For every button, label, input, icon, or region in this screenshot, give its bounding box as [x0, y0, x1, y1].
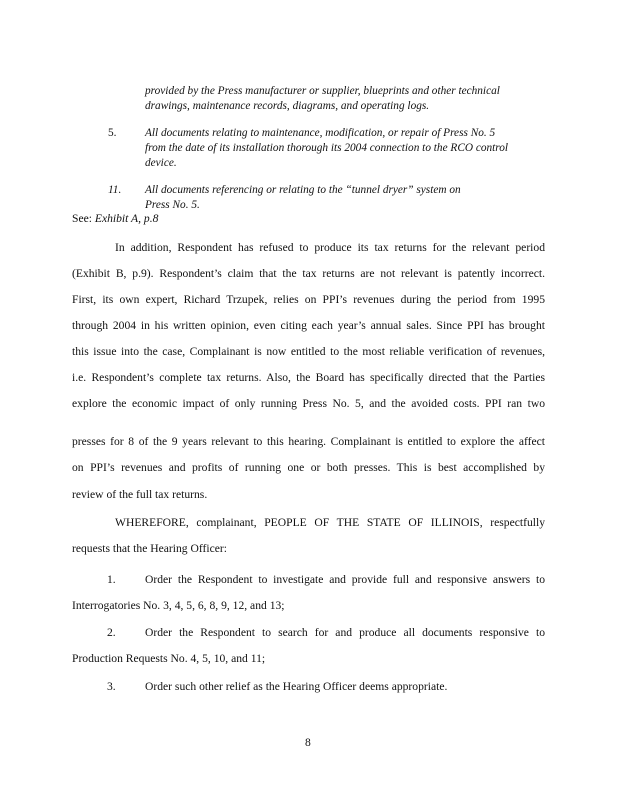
item-5-line-2: from the date of its installation thorough its 2004 connection to the RCO control	[145, 142, 509, 154]
item-11-line-1: All documents referencing or relating to the “tunnel dryer” system on	[145, 184, 461, 196]
request-1-line-2: Interrogatories No. 3, 4, 5, 6, 8, 9, 12, and 13;	[72, 599, 285, 612]
quote-continuation-line-1: provided by the Press manufacturer or supplier, blueprints and other technical	[145, 85, 500, 97]
paragraph-1-line-3: First, its own expert, Richard Trzupek, relies on PPI’s revenues during the period from 1995	[72, 293, 545, 306]
item-5-line-3: device.	[145, 157, 177, 169]
paragraph-1-line-4: through 2004 in his written opinion, even citing each year’s annual sales. Since PPI has brought	[72, 319, 545, 332]
page-number: 8	[305, 736, 311, 749]
wherefore-line-2: requests that the Hearing Officer:	[72, 542, 227, 555]
item-11-line-2: Press No. 5.	[145, 199, 200, 211]
see-exhibit: Exhibit A, p.8	[94, 212, 159, 225]
paragraph-1-line-9: on PPI’s revenues and profits of running one or both presses. This is best accomplished by	[72, 461, 545, 474]
item-5-number: 5.	[108, 127, 117, 139]
request-1-line-1: Order the Respondent to investigate and provide full and responsive answers to	[145, 573, 545, 586]
item-5-line-1: All documents relating to maintenance, modification, or repair of Press No. 5	[145, 127, 496, 139]
paragraph-1-line-5: this issue into the case, Complainant is now entitled to the most reliable verification of revenues,	[72, 345, 545, 358]
item-11-number: 11.	[108, 184, 122, 196]
request-1-number: 1.	[107, 573, 116, 586]
see-reference	[72, 211, 158, 226]
see-label: See:	[72, 212, 95, 225]
quote-continuation-line-2: drawings, maintenance records, diagrams, and operating logs.	[145, 100, 430, 112]
paragraph-1-line-8: presses for 8 of the 9 years relevant to this hearing. Complainant is entitled to explore the affect	[72, 435, 545, 448]
paragraph-1-line-7: explore the economic impact of only running Press No. 5, and the avoided costs. PPI ran two	[72, 397, 545, 410]
paragraph-1-line-6: i.e. Respondent’s complete tax returns. Also, the Board has specifically directed that the Parties	[72, 371, 545, 384]
request-2-number: 2.	[107, 626, 116, 639]
request-3-line-1: Order such other relief as the Hearing Officer deems appropriate.	[145, 680, 448, 693]
request-2-line-1: Order the Respondent to search for and produce all documents responsive to	[145, 626, 545, 639]
paragraph-1-line-1: In addition, Respondent has refused to produce its tax returns for the relevant period	[115, 241, 545, 254]
request-2-line-2: Production Requests No. 4, 5, 10, and 11;	[72, 652, 266, 665]
paragraph-1-line-2: (Exhibit B, p.9). Respondent’s claim that the tax returns are not relevant is patently incorrect.	[72, 267, 545, 280]
paragraph-1-line-10: review of the full tax returns.	[72, 488, 208, 501]
request-3-number: 3.	[107, 680, 116, 693]
wherefore-line-1: WHEREFORE, complainant, PEOPLE OF THE STATE OF ILLINOIS, respectfully	[115, 516, 545, 529]
